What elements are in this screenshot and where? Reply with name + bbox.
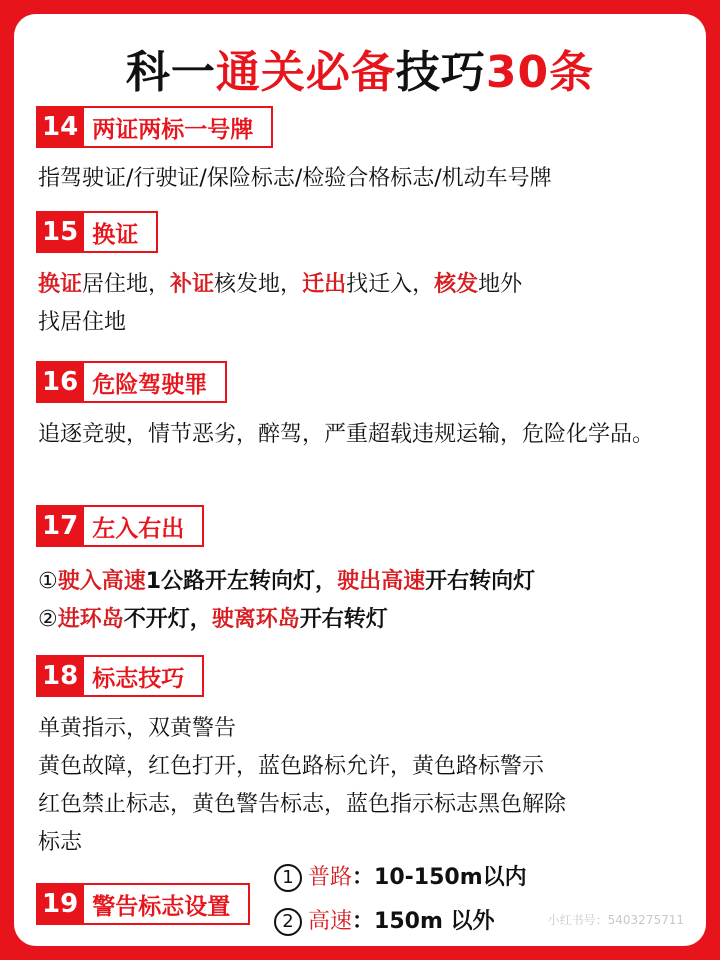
title-part-1: 科一	[125, 47, 216, 98]
section-label: 危险驾驶罪	[84, 361, 227, 403]
section-16-header	[36, 361, 227, 403]
section-16-body	[38, 416, 684, 454]
body-line: 黄色故障，红色打开，蓝色路标允许，黄色路标警示	[38, 754, 545, 779]
section-19-body	[274, 856, 527, 944]
list-item	[274, 900, 527, 944]
section-15-body	[38, 266, 688, 342]
section-14-body	[38, 160, 688, 198]
keyword: 补证	[170, 272, 215, 297]
body-line	[38, 563, 688, 601]
body-line: 红色禁止标志，黄色警告标志，蓝色指示标志黑色解除	[38, 792, 567, 817]
list-item	[274, 856, 527, 900]
section-label: 换证	[84, 211, 158, 253]
keyword: 迁出	[302, 272, 347, 297]
section-18-header	[36, 655, 204, 697]
circled-number: 2	[274, 908, 302, 936]
body-line: 指驾驶证/行驶证/保险标志/检验合格标志/机动车号牌	[38, 166, 552, 191]
section-label: 警告标志设置	[84, 883, 250, 925]
section-17-body	[38, 563, 688, 639]
text-segment: 不开灯，	[123, 607, 212, 632]
keyword: 高速	[308, 909, 353, 934]
section-17-header	[36, 505, 204, 547]
title-part-3: 技巧	[395, 47, 486, 98]
circled-number: ①	[38, 569, 58, 594]
section-number: 19	[36, 883, 84, 925]
content-card	[14, 14, 706, 946]
title-part-2: 通关必备	[215, 47, 396, 98]
section-number: 16	[36, 361, 84, 403]
title-part-4: 30条	[485, 47, 595, 98]
section-14-header	[36, 106, 273, 148]
text-segment: 开右转灯	[299, 607, 388, 632]
body-paragraph: 追逐竞驶，情节恶劣，醉驾，严重超载违规运输，危险化学品。	[38, 422, 655, 447]
section-label: 标志技巧	[84, 655, 204, 697]
body-line	[38, 601, 688, 639]
text-segment: 居住地，	[82, 272, 171, 297]
section-18-body	[38, 710, 688, 862]
keyword: 核发	[434, 272, 479, 297]
section-15-header	[36, 211, 158, 253]
circled-number: 1	[274, 864, 302, 892]
section-number: 15	[36, 211, 84, 253]
body-line: 单黄指示，双黄警告	[38, 716, 237, 741]
keyword: 换证	[38, 272, 83, 297]
value-text: 150m 以外	[374, 909, 495, 934]
text-segment: 找迁入，	[346, 272, 435, 297]
section-19-header	[36, 883, 250, 925]
body-line: 找居住地	[38, 310, 127, 335]
separator: ：	[352, 865, 375, 890]
keyword: 普路	[308, 865, 353, 890]
section-number: 18	[36, 655, 84, 697]
value-text: 10-150m以内	[374, 865, 527, 890]
text-segment: 1公路开左转向灯，	[145, 569, 338, 594]
section-number: 14	[36, 106, 84, 148]
body-line	[38, 266, 688, 304]
text-segment: 核发地，	[214, 272, 303, 297]
separator: ：	[352, 909, 375, 934]
keyword: 驶离环岛	[211, 607, 300, 632]
watermark: 小红书号：5403275711	[547, 913, 684, 927]
section-label: 左入右出	[84, 505, 204, 547]
body-line: 标志	[38, 830, 83, 855]
section-number: 17	[36, 505, 84, 547]
text-segment: 地外	[478, 272, 523, 297]
page-title	[14, 36, 706, 100]
text-segment: 开右转向灯	[425, 569, 536, 594]
section-label: 两证两标一号牌	[84, 106, 273, 148]
keyword: 进环岛	[57, 607, 124, 632]
circled-number: ②	[38, 607, 58, 632]
keyword: 驶入高速	[57, 569, 146, 594]
keyword: 驶出高速	[337, 569, 426, 594]
